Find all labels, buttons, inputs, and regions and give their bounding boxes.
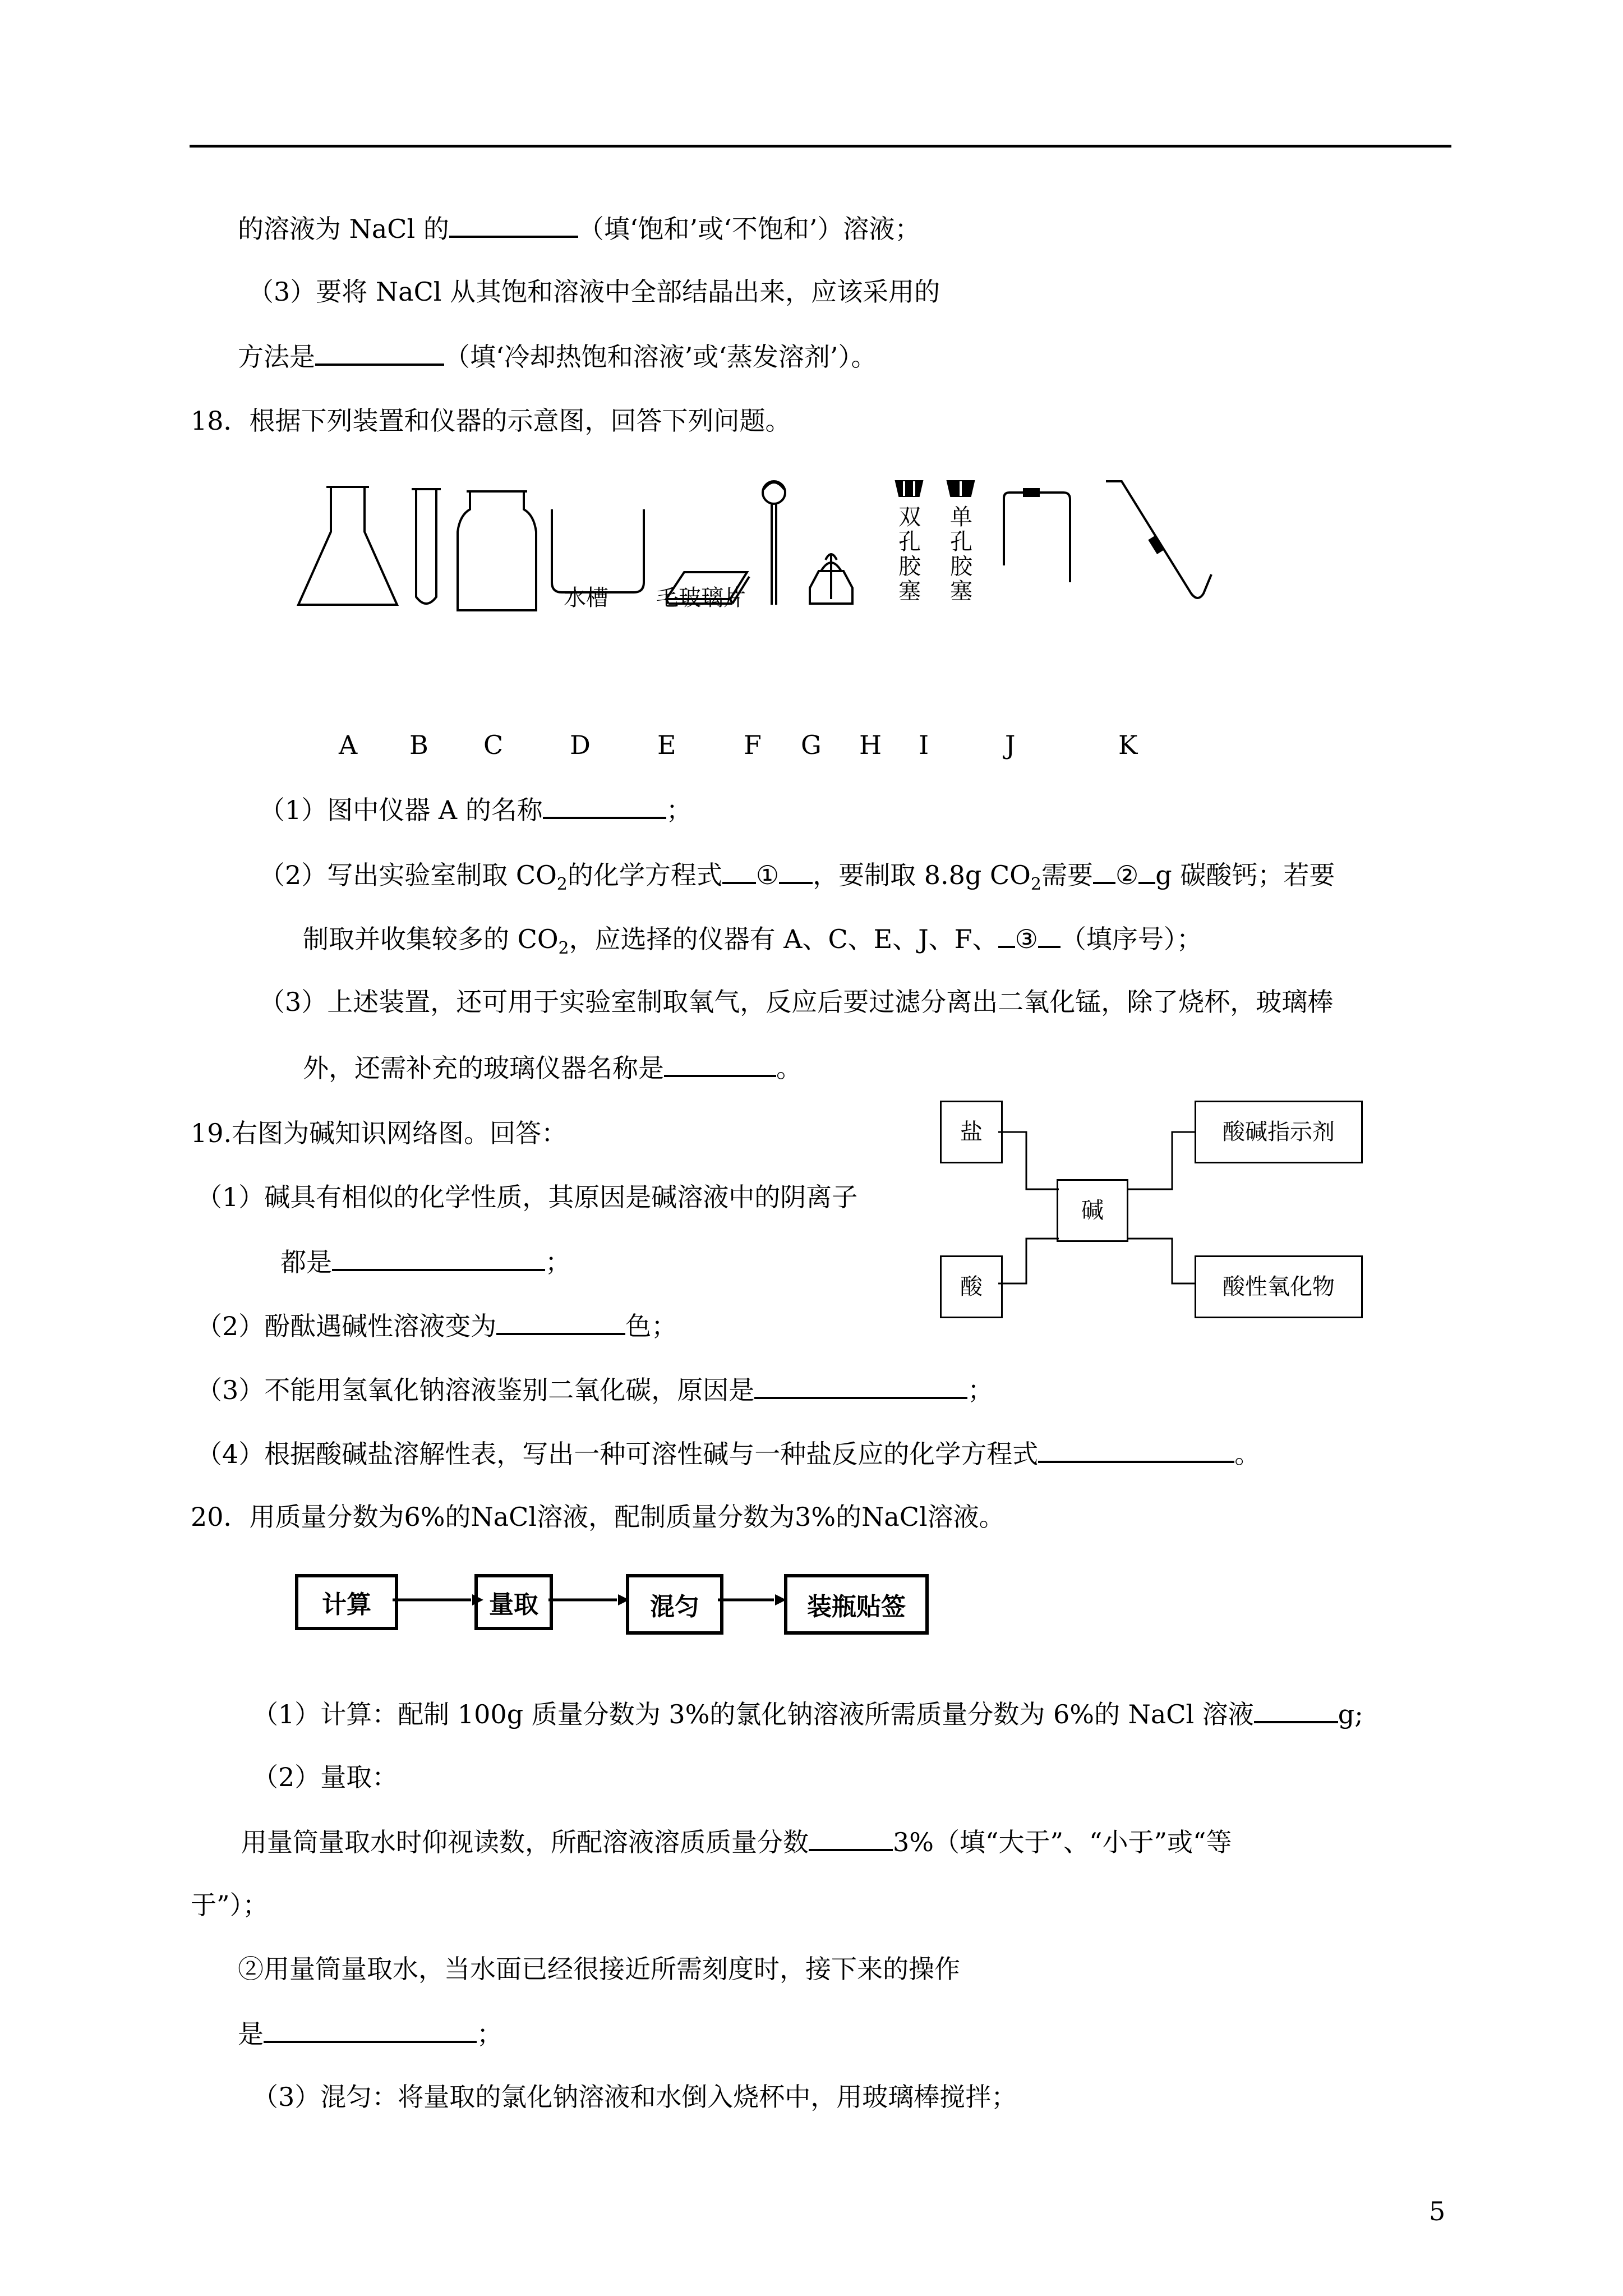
node-salt: 盐 [940,1101,1003,1163]
letter-e: E [657,730,676,760]
q17-line1: 的溶液为 NaCl 的 （填‘饱和’或‘不饱和’）溶液； [238,211,920,246]
answer-blank[interactable] [1138,857,1155,884]
alcohol-lamp-icon [810,554,852,604]
conical-flask-icon [298,487,397,605]
q18-part2-line2: 制取并收集较多的 $CO_2$，应选择的仪器有 A、C、E、J、F、 ③ （填序号）； [303,921,1202,965]
letter-d: D [570,730,591,760]
q19-part2: （2）酚酞遇碱性溶液变为 色； [196,1308,677,1343]
q20-title: 20．用质量分数为6%的NaCl溶液，配制质量分数为3%的NaCl溶液。 [191,1502,1005,1532]
q20-part2a-line1: 用量筒量取水时仰视读数，所配溶液溶质质量分数 3%（填“大于”、“小于”或“等 [241,1824,1232,1859]
answer-blank[interactable] [315,339,444,366]
q20-part3: （3）混匀：将量取的氯化钠溶液和水倒入烧杯中，用玻璃棒搅拌； [252,2082,1017,2112]
header-rule [190,145,1451,148]
angled-glass-tube-icon [1106,481,1211,598]
q20-part1: （1）计算：配制 100g 质量分数为 3%的氯化钠溶液所需质量分数为 6%的 NaCl 溶液 g; [252,1696,1363,1731]
q19-title: 19.右图为碱知识网络图。回答： [191,1118,568,1148]
node-acidic-oxide: 酸性氧化物 [1195,1255,1363,1318]
sink-label: 水槽 [564,585,608,611]
gas-bottle-icon [458,491,536,610]
answer-blank[interactable] [722,857,756,884]
letter-a: A [339,730,358,760]
flow-step-mix: 混匀 [626,1574,723,1635]
answer-blank[interactable] [264,2016,477,2043]
answer-blank[interactable] [664,1050,776,1077]
answer-blank[interactable] [998,921,1015,948]
q19-part1-line2: 都是 ； [280,1244,571,1279]
answer-blank[interactable] [496,1308,625,1335]
node-acid: 酸 [940,1255,1003,1318]
single-stopper-label: 单孔胶塞 [950,504,972,604]
q17-line3: 方法是 （填‘冷却热饱和溶液’或‘蒸发溶剂’）。 [238,339,877,374]
letter-h: H [859,730,882,760]
letter-i: I [919,730,929,760]
bent-glass-tube-icon [1004,489,1070,582]
node-base: 碱 [1057,1179,1128,1242]
q19-part1-line1: （1）碱具有相似的化学性质，其原因是碱溶液中的阴离子 [196,1182,858,1212]
q20-part2a-line2: 于”）； [191,1890,269,1920]
page-number: 5 [1429,2196,1446,2226]
letter-j: J [1005,730,1016,760]
q18-part3-line2: 外，还需补充的玻璃仪器名称是 。 [303,1050,802,1085]
q18-part3-line1: （3）上述装置，还可用于实验室制取氧气，反应后要过滤分离出二氧化锰，除了烧杯，玻璃棒 [259,987,1334,1017]
glass-plate-label: 毛玻璃片 [656,585,746,611]
letter-c: C [483,730,504,760]
letter-g: G [801,730,822,760]
double-stopper-label: 双孔胶塞 [898,504,921,604]
q18-part1: （1）图中仪器 A 的名称 ； [259,792,692,827]
answer-blank[interactable] [809,1824,893,1851]
answer-blank[interactable] [449,211,578,238]
answer-blank[interactable] [332,1244,545,1271]
letter-k: K [1118,730,1138,760]
q20-part2b-line1: ②用量筒量取水，当水面已经很接近所需刻度时，接下来的操作 [238,1954,960,1984]
double-hole-stopper-icon [896,481,922,496]
answer-blank[interactable] [1093,857,1115,884]
q20-part2: （2）量取： [252,1762,398,1792]
flow-step-bottle-label: 装瓶贴签 [784,1574,929,1635]
q19-part4: （4）根据酸碱盐溶解性表，写出一种可溶性碱与一种盐反应的化学方程式 。 [196,1436,1260,1471]
flow-step-measure: 量取 [474,1574,553,1630]
q17-line2: （3）要将 NaCl 从其饱和溶液中全部结晶出来，应该采用的 [248,277,940,307]
long-neck-funnel-icon [763,481,785,605]
q18-part2-line1: （2）写出实验室制取 $CO_2$的化学方程式 ① ，要制取 8.8g $CO_2$需要 ② g 碳酸钙；若要 [259,857,1335,901]
answer-blank[interactable] [1254,1696,1338,1723]
q18-title: 18．根据下列装置和仪器的示意图，回答下列问题。 [191,406,791,436]
water-sink-icon [552,509,644,592]
answer-blank[interactable] [1038,921,1061,948]
node-indicator: 酸碱指示剂 [1195,1101,1363,1163]
flow-step-calculate: 计算 [295,1574,398,1630]
q20-part2b-line2: 是 ； [238,2016,502,2051]
letter-b: B [409,730,428,760]
answer-blank[interactable] [779,857,813,884]
test-tube-icon [412,489,441,604]
answer-blank[interactable] [1038,1436,1234,1463]
letter-f: F [744,730,762,760]
apparatus-figure [292,470,1245,616]
q19-part3: （3）不能用氢氧化钠溶液鉴别二氧化碳，原因是 ； [196,1372,993,1407]
answer-blank[interactable] [543,792,666,819]
answer-blank[interactable] [754,1372,967,1399]
